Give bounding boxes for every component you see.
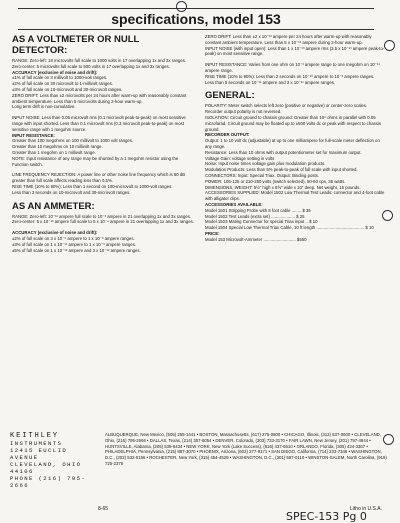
voltmeter-heading: AS A VOLTMETER OR NULL DETECTOR: [12,34,140,56]
voltmeter-zero-drift-2: Long term drift is non-cumulative. [12,104,76,110]
logo-sub: INSTRUMENTS [10,440,63,447]
voltmeter-input-noise: INPUT NOISE: Less than 0.05 microvolt rms (0.1 microvolt peak-to-peak) on most sensitive range with input shorted. Less than 0.1 microvolt rms (0.3 microvolt peak-to-peak) on most sensitive range with 1 megohm source. [12,115,186,132]
voltmeter-accuracy-label: ACCURACY (exclusive of noise and drift): [12,69,98,75]
voltmeter-ir-2: Greater than 10 megohms on 10 millivolt range. [12,144,103,150]
voltmeter-accuracy-2: ±2% of full scale on 30 microvolt to 1-millivolt ranges. [12,81,113,87]
isolation: ISOLATION: Circuit ground to chassis ground: Greater than 10⁹ ohms in parallel with 0.05 microfarad. Circuit ground may be floated up to ±500 volts dc or peak with respect to chassis ground. [205,114,381,132]
dimensions-weight: DIMENSIONS, WEIGHT: 5½" high x 8⅝" wide x 10" deep. Net weight, 15 pounds. [205,184,361,190]
voltmeter-accuracy-1: ±1% of full scale on 3 millivolt to 1000-volt ranges. [12,75,108,81]
recorder-resistance: Resistance: Less than 10 ohms with output potentiometer set for maximum output. [205,149,362,155]
binder-hole-right-top [384,40,395,51]
ammeter-accuracy-3: ±5% of full scale on 1 x 10⁻¹² ampere and 3 x 10⁻¹² ampere ranges. [12,247,141,253]
phone: PHONE (216) 795-2666 [10,475,87,489]
polarity: POLARITY: Meter switch selects left zero (positive or negative) or center-zero scales. Recorder output polarity is not reversed. [205,103,368,115]
page-header [18,8,374,30]
accessories-supplied: ACCESSORIES SUPPLIED: Model 1502 Low Thermal Test Leads: connector and 4-foot cable with alligator clips. [205,190,385,202]
voltmeter-rise-time-2: Less than 3 seconds on 10-microvolt and 30-microvolt ranges. [12,189,131,195]
accessory-1504: Model 1504 Special Low Thermal Triax Cable, 10 ft length ........................................ $ 10 [205,225,374,231]
voltmeter-accuracy-3: ±3% of full scale on 10-microvolt and 30-microvolt ranges. [12,86,123,92]
recorder-noise: Noise: Input noise times voltage gain plus modulation products. [205,161,326,167]
voltage-gain: Voltage Gain: voltage setting in volts [205,155,275,161]
handwritten-note: SPEC-153 Pg 0 [286,510,367,523]
ammeter-accuracy-1: ±2% of full scale on 3 x 10⁻⁹ ampere to 1 x 10⁻³ ampere ranges. [12,235,135,241]
ammeter-rise-time-2: Less than 5 seconds on 10⁻¹¹ ampere and 3 x 10⁻¹¹ ampere ranges. [205,79,335,85]
ammeter-heading: AS AN AMMETER: [12,200,95,212]
print-code: 8-65 [98,506,109,512]
ammeter-accuracy-2: ±3% of full scale on 1 x 10⁻¹¹ ampere to 1 x 10⁻⁹ ampere ranges. [12,241,137,247]
accessory-1503: Model 1503 Mating Connector for special Triax input .. $ 10 [205,219,318,225]
power: POWER: 105-125 or 210-250 volts (switch selected), 50-60 cps, 35 watts. [205,178,346,184]
ammeter-range: RANGE: Zero-left: 10⁻¹² ampere full scale to 10⁻³ ampere in 21 overlapping 1x and 3x ranges. [12,213,192,219]
logo-name: KEITHLEY [10,432,59,440]
voltmeter-line-frequency-rejection: LINE FREQUENCY REJECTION: A power line or other noise line frequency which is 60 dB greater than full scale affects reading less than 0.5%. [12,172,186,184]
address-line-2: CLEVELAND, OHIO 44106 [10,461,82,475]
recorder-output: Output: 1 to 10 volt dc (adjustable) at up to one milliampere for full-scale meter deflection on any range. [205,138,380,149]
company-logo [10,432,100,489]
general-heading: GENERAL: [205,90,255,102]
ammeter-input-noise: INPUT NOISE (with input open): Less than 1 x 10⁻¹³ ampere rms (3.5 x 10⁻¹³ ampere peak-to-peak) on most sensitive range. [205,45,385,57]
recorder-output-label: RECORDER OUTPUT: [205,132,250,138]
ammeter-range-zero-center: Zero-center: 5 x 10⁻¹³ ampere full scale to 5 x 10⁻⁴ ampere in 21 overlapping 1x and 3x ranges. [12,219,194,225]
address-line-1: 12415 EUCLID AVENUE [10,447,68,461]
litho-note: Litho in U.S.A. [350,506,382,512]
voltmeter-range: RANGE: Zero-left: 18 microvolts full scale to 1000 volts in 17 overlapping 1x and 3x ranges. [12,58,187,63]
voltmeter-ir-1: Greater than 100 megohms on 100 millivolt to 1000 volt ranges. [12,138,134,144]
left-column [12,34,195,253]
right-column [205,34,385,243]
ammeter-input-resistance: INPUT RESISTANCE: Varies from one ohm on 10⁻³ ampere range to one megohm on 10⁻¹¹ ampere range. [205,62,380,73]
ammeter-zero-drift: ZERO DRIFT: Less than ±2 x 10⁻¹³ ampere per 24 hours after warm-up with reasonably constant ambient temperature. Less than 5 x 10⁻¹³ ampere during 2-hour warm-up. [205,34,372,45]
ammeter-rise-time: RISE TIME (10% to 90%): Less than 2 seconds on 10⁻¹⁰ ampere to 10⁻³ ampere ranges. [205,73,375,79]
voltmeter-rise-time: RISE TIME (10% to 90%): Less than 1 second on 100-microvolt to 1000-volt ranges. [12,183,173,189]
modulation-products: Modulation Products: Less than 5% peak-to-peak of full scale with input shorted. [205,167,358,173]
connectors: CONNECTORS: Input: Special Triax. Output: Binding posts. [205,172,320,178]
voltmeter-range-zero-center: Zero-center: 5 microvolts full scale to 500 volts in 17 overlapping 1x and 3x ranges. [12,63,170,69]
sales-offices: ALBUQUERQUE, New Mexico, (505) 255-1441 • BOSTON, Massachusetts, (617) 275-0800 • CHICAGO, Illinois, (312) 537-0600 • CLEVELAND, Ohio, (216) 795-2666 • DALLAS, Texas, (214) 357-8054 • DENVER, Colorado, (303) 733-3170 • FAIR LAWN, New Jersey, (201) 797-4944 • HUNTSVILLE, Alabama, (205) 539-6434 • NEW YORK, New York (Lake Success), (516) 437-6610 • ORLANDO, Florida, (305) 424-3367 • PHILADELPHIA, Pennsylvania, (215) 887-3070 • PHOENIX, Arizona, (602) 277-9171 • SAN DIEGO, California, (714) 233-7346 • WASHINGTON, D.C., (202) 532-0156 • ROCHESTER, New York, (315) 454-4529 • WASHINGTON, D.C., (301) 587-0110 • WINSTON-SALEM, North Carolina, (919) 725-2376 [105,432,387,466]
voltmeter-input-resistance-label: INPUT RESISTANCE: [12,132,55,138]
page-title: specifications, model 153 [111,11,281,27]
price: Model 153 Microvolt-Ammeter ........................... $550 [205,236,307,242]
ammeter-accuracy-label: ACCURACY (exclusive of noise and drift): [12,230,98,236]
price-label: PRICE: [205,230,220,236]
accessories-available-label: ACCESSORIES AVAILABLE: [205,201,263,207]
accessory-1501: Model 1501 Stripping Probe with 8 foot cable ........ $ 35 [205,207,311,213]
accessory-1502: Model 1502 Test Leads (extra set) .................... $ 25 [205,213,305,219]
voltmeter-zero-drift: ZERO DRIFT: Less than ±2 microvolts per 24 hours after warm-up with reasonably constant ambient temperature. Less than 5 microvolts during 2-hour warm-up. [12,92,187,104]
voltmeter-note: NOTE: Input resistance of any range may be shunted by a 1 megohm resistor using the Function switch. [12,155,179,167]
voltmeter-ir-3: Greater than 1 megohm on 1 millivolt range. [12,149,96,155]
